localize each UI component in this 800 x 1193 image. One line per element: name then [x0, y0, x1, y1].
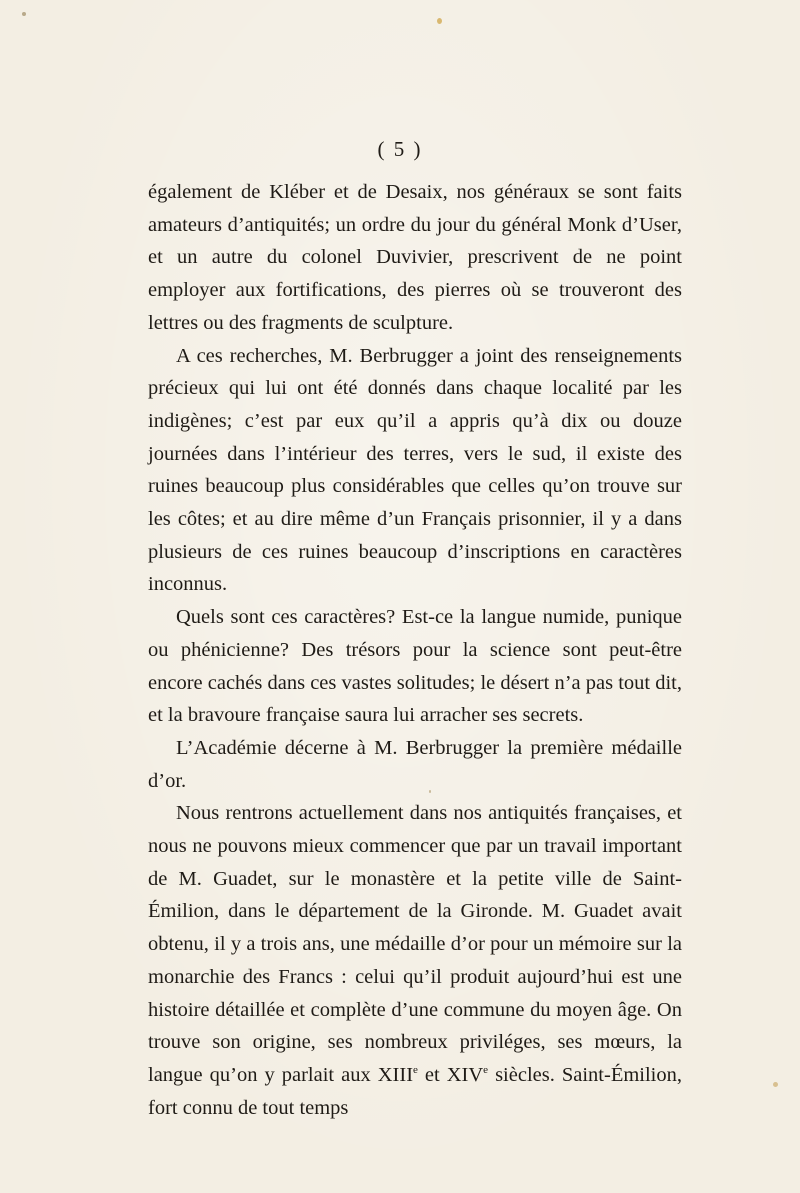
paragraph-2: A ces recherches, M. Berbrugger a joint des renseignements précieux qui lui ont été donnés dans chaque localité par les indigènes; c’est par eux qu’il a appris qu’à dix ou douze journées dans l’intérieur des terres, vers le sud, il existe des ruines beaucoup plus considérables que celles qu’on trouve sur les côtes; et au dire même d’un Français prisonnier, il y a dans plusieurs de ces ruines beaucoup d’inscriptions en caractères inconnus. — [148, 344, 682, 596]
conjunction: et — [417, 1063, 447, 1086]
paper-speck — [773, 1082, 778, 1087]
paragraph-3: Quels sont ces caractères? Est-ce la langue numide, punique ou phénicienne? Des trésors pour la science sont peut-être encore cachés dans ces vastes solitudes; le désert n’a pas tout dit, et la bravoure française saura lui arracher ses secrets. — [148, 606, 682, 727]
page-number: ( 5 ) — [377, 137, 423, 161]
paper-speck — [22, 12, 26, 16]
paragraph-5-tail: siècles. Saint-Émilion, fort connu de tout temps — [148, 1063, 682, 1119]
paragraph-4: L’Académie décerne à M. Berbrugger la première médaille d’or. — [148, 736, 682, 792]
paragraph-5 — [148, 797, 682, 1124]
paper-speck — [437, 18, 442, 24]
century-14: XIV — [446, 1063, 484, 1086]
century-13: XIII — [377, 1063, 414, 1086]
paragraph-1: également de Kléber et de Desaix, nos généraux se sont faits amateurs d’antiquités; un ordre du jour du général Monk d’User, et un autre du colonel Duvivier, prescrivent de ne point employer aux fortifications, des pierres où se trouveront des lettres ou des fragments de sculpture. — [148, 181, 682, 334]
paper-speck — [429, 790, 431, 793]
century-14-sup: e — [483, 1063, 489, 1076]
paragraph-5-main: Nous rentrons actuellement dans nos antiquités françaises, et nous ne pouvons mieux commencer que par un travail important de M. Guadet, sur le monastère et la petite ville de Saint-Émilion, dans le département de la Gironde. M. Guadet avait obtenu, il y a trois ans, une médaille d’or pour un mémoire sur la monarchie des Francs : celui qu’il produit aujourd’hui est une histoire détaillée et complète d’une commune du moyen âge. On trouve son origine, ses nombreux priviléges, ses mœurs, la langue qu’on y parlait aux — [148, 802, 682, 1086]
century-13-sup: e — [413, 1063, 418, 1076]
body-text — [148, 176, 682, 1124]
